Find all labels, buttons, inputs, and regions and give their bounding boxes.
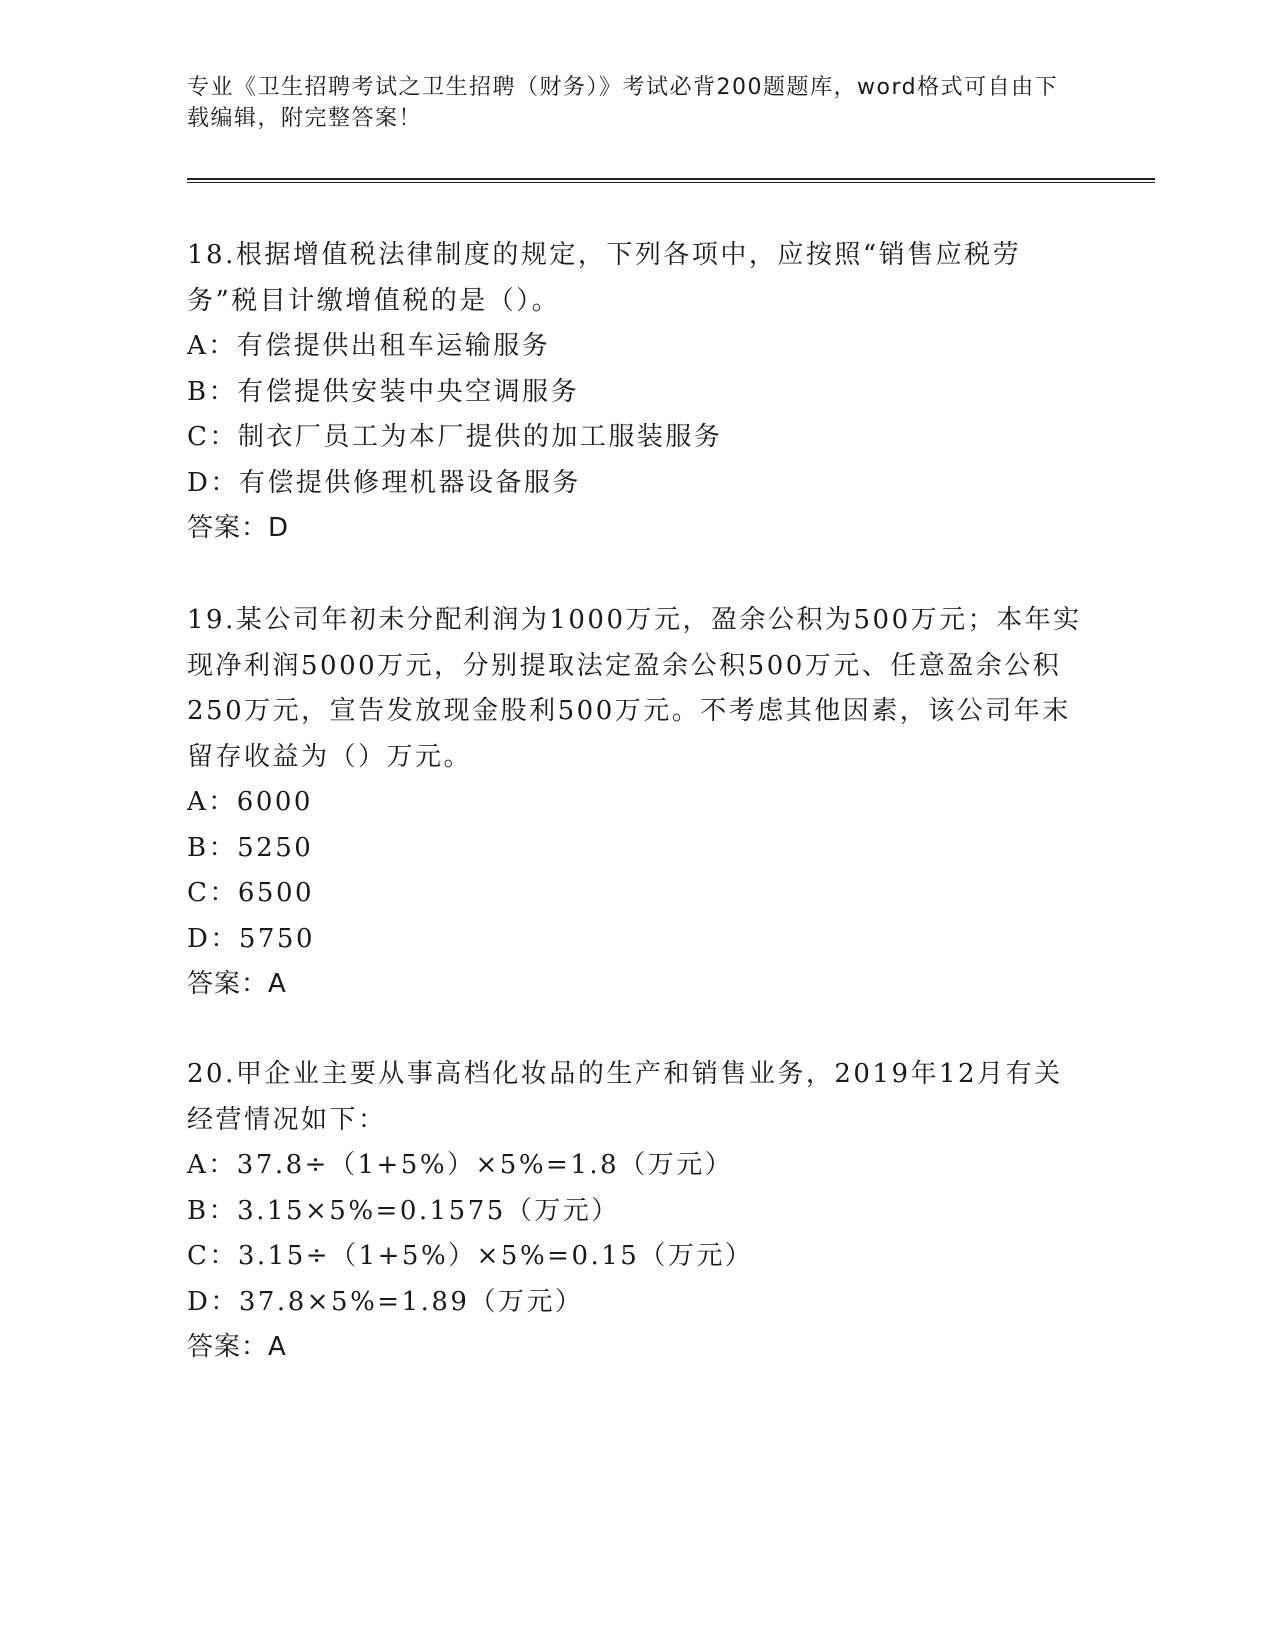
question-19 [187, 598, 1087, 1008]
option-d: D：5750 [187, 923, 316, 954]
answer-line: 答案：A [187, 969, 287, 999]
option-c: C：制衣厂员工为本厂提供的加工服装服务 [187, 422, 723, 452]
option-c: C：6500 [187, 878, 315, 908]
option-c: C：3.15÷（1+5%）×5%=0.15（万元） [187, 1241, 754, 1271]
document-header: 专业《卫生招聘考试之卫生招聘（财务）》考试必背200题题库，word格式可自由下载编辑，附完整答案！ [187, 75, 1059, 131]
header-divider [187, 178, 1155, 183]
option-d: D：有偿提供修理机器设备服务 [187, 467, 581, 498]
answer-line: 答案：D [187, 513, 290, 543]
option-a: A：6000 [187, 787, 313, 817]
question-20 [187, 1052, 1087, 1371]
option-b: B：5250 [187, 832, 314, 863]
option-a: A：37.8÷（1+5%）×5%=1.8（万元） [187, 1150, 734, 1180]
option-d: D：37.8×5%=1.89（万元） [187, 1286, 584, 1317]
question-stem: 19.某公司年初未分配利润为1000万元，盈余公积为500万元；本年实现净利润5000万元，分别提取法定盈余公积500万元、任意盈余公积250万元，宣告发放现金股利500万元。不考虑其他因素，该公司年末留存收益为（）万元。 [187, 605, 1082, 772]
question-stem: 20.甲企业主要从事高档化妆品的生产和销售业务，2019年12月有关经营情况如下： [187, 1059, 1063, 1135]
question-18 [187, 233, 1087, 552]
question-stem: 18.根据增值税法律制度的规定，下列各项中，应按照“销售应税劳务”税目计缴增值税的是（）。 [187, 240, 1022, 316]
option-a: A：有偿提供出租车运输服务 [187, 331, 551, 361]
option-b: B：有偿提供安装中央空调服务 [187, 376, 580, 407]
option-b: B：3.15×5%=0.1575（万元） [187, 1195, 620, 1226]
answer-line: 答案：A [187, 1332, 287, 1362]
